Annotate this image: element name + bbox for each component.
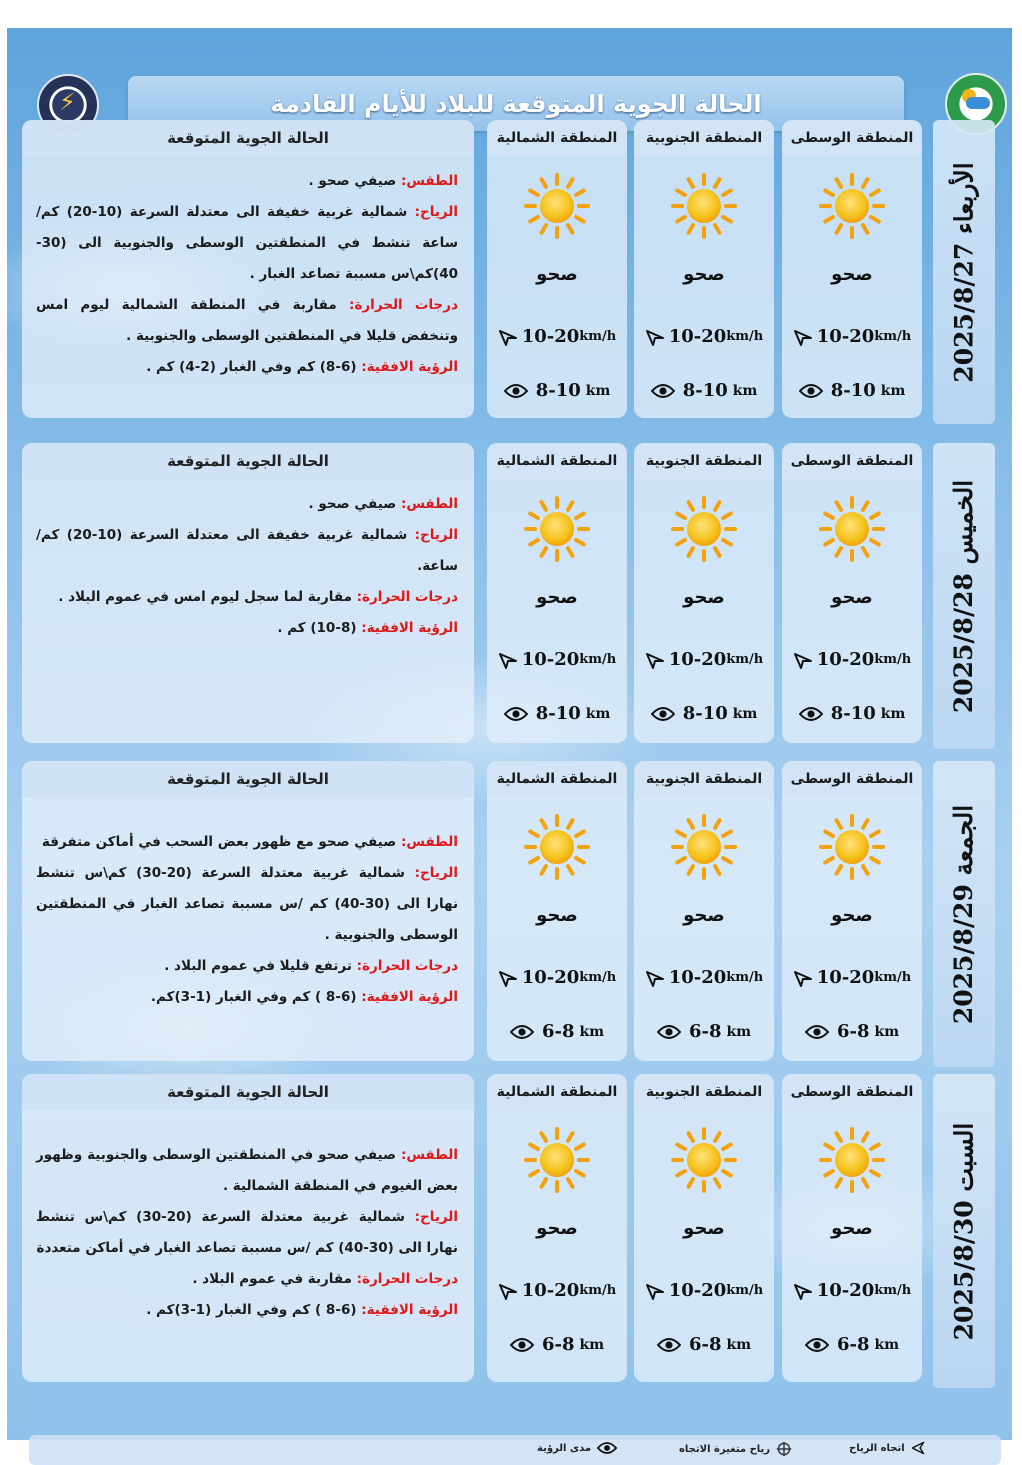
forecast-text-body: [36, 166, 458, 383]
visibility-row: [634, 1021, 774, 1042]
region-condition: صحو: [683, 587, 725, 608]
eye-icon: [510, 1337, 534, 1353]
visibility-unit: km: [579, 1023, 605, 1040]
forecast-line: [36, 982, 458, 1013]
wind-unit: km/h: [726, 1283, 764, 1298]
logo-cloud-icon: [966, 97, 990, 109]
wind-direction-arrow-icon: [498, 327, 518, 347]
wind-speed-row: [782, 326, 922, 347]
visibility-value: 6-8: [688, 1021, 722, 1042]
visibility-row: [782, 703, 922, 724]
region-name: المنطقة الوسطى: [782, 120, 922, 156]
visibility-value: 6-8: [836, 1334, 870, 1355]
eye-icon: [651, 706, 675, 722]
forecast-line-label: درجات الحرارة:: [356, 589, 458, 605]
wind-unit: km/h: [579, 329, 617, 344]
wind-speed-row: [487, 967, 627, 988]
sun-icon: [523, 495, 591, 563]
region-card: [782, 761, 922, 1061]
eye-icon: [597, 1441, 617, 1455]
day-label: الجمعة 2025/8/29: [949, 804, 979, 1024]
forecast-line-label: الرياح:: [414, 865, 458, 881]
sun-icon: [818, 172, 886, 240]
variable-wind-icon: [776, 1441, 792, 1457]
wind-speed: 10-20: [816, 649, 875, 670]
visibility-row: [782, 1334, 922, 1355]
region-card: [634, 120, 774, 418]
region-card: [634, 443, 774, 743]
wind-unit: km/h: [726, 652, 764, 667]
visibility-unit: km: [726, 1336, 752, 1353]
visibility-value: 6-8: [541, 1334, 575, 1355]
forecast-line: [36, 858, 458, 951]
day-label: الأربعاء 2025/8/27: [949, 161, 979, 383]
wind-direction-arrow-icon: [498, 1281, 518, 1301]
sun-icon: [818, 1126, 886, 1194]
wind-speed: 10-20: [521, 1280, 580, 1301]
forecast-line-text: مقاربة لما سجل ليوم امس في عموم البلاد .: [58, 589, 357, 605]
region-condition: صحو: [831, 264, 873, 285]
wind-speed: 10-20: [521, 326, 580, 347]
wind-speed: 10-20: [816, 1280, 875, 1301]
forecast-line: [36, 352, 458, 383]
visibility-unit: km: [579, 1336, 605, 1353]
sun-icon: [670, 172, 738, 240]
wind-speed: 10-20: [668, 326, 727, 347]
forecast-line-label: الطقس:: [400, 496, 458, 512]
wind-speed: 10-20: [816, 326, 875, 347]
region-condition: صحو: [536, 905, 578, 926]
forecast-description-panel: [22, 1074, 474, 1382]
wind-direction-arrow-icon: [645, 968, 665, 988]
wind-unit: km/h: [579, 1283, 617, 1298]
sun-icon: [670, 1126, 738, 1194]
forecast-line-label: الرؤية الافقية:: [361, 989, 458, 1005]
region-condition: صحو: [831, 905, 873, 926]
eye-icon: [657, 1337, 681, 1353]
wind-speed: 10-20: [521, 967, 580, 988]
visibility-value: 8-10: [830, 703, 876, 724]
visibility-row: [782, 380, 922, 401]
wind-speed-row: [782, 967, 922, 988]
region-name: المنطقة الجنوبية: [634, 443, 774, 479]
wind-unit: km/h: [874, 970, 912, 985]
forecast-line: [36, 613, 458, 644]
wind-speed-row: [487, 1280, 627, 1301]
region-card: [782, 443, 922, 743]
legend-variable-wind: [679, 1441, 792, 1457]
visibility-value: 8-10: [535, 703, 581, 724]
forecast-line: [36, 951, 458, 982]
forecast-line-label: الرؤية الافقية:: [361, 1302, 458, 1318]
wind-direction-arrow-icon: [911, 1441, 925, 1455]
forecast-line-label: الرؤية الافقية:: [361, 359, 458, 375]
visibility-unit: km: [726, 1023, 752, 1040]
region-name: المنطقة الجنوبية: [634, 120, 774, 156]
region-card: [487, 443, 627, 743]
forecast-description-panel: [22, 120, 474, 418]
forecast-text-body: [36, 1140, 458, 1326]
forecast-line-label: درجات الحرارة:: [356, 1271, 458, 1287]
region-name: المنطقة الوسطى: [782, 443, 922, 479]
forecast-line-text: شمالية غربية خفيفة الى معتدلة السرعة (10-20) كم/ساعة.: [36, 527, 458, 574]
legend-variable-wind-label: رياح متغيرة الاتجاه: [679, 1443, 771, 1455]
region-name: المنطقة الشمالية: [487, 1074, 627, 1110]
forecast-line: [36, 582, 458, 613]
region-card: [634, 761, 774, 1061]
legend-wind-direction-label: اتجاه الرياح: [849, 1442, 905, 1454]
sun-icon: [670, 813, 738, 881]
wind-direction-arrow-icon: [793, 968, 813, 988]
region-name: المنطقة الشمالية: [487, 761, 627, 797]
sun-icon: [523, 172, 591, 240]
visibility-unit: km: [880, 705, 906, 722]
wind-unit: km/h: [726, 329, 764, 344]
wind-speed: 10-20: [668, 649, 727, 670]
forecast-line-label: الطقس:: [400, 1147, 458, 1163]
forecast-line-text: مقاربة في عموم البلاد .: [192, 1271, 357, 1287]
forecast-line: [36, 197, 458, 290]
wind-direction-arrow-icon: [498, 650, 518, 670]
forecast-line-text: صيفي صحو .: [308, 173, 401, 189]
forecast-line-label: الطقس:: [400, 834, 458, 850]
visibility-unit: km: [585, 705, 611, 722]
wind-direction-arrow-icon: [793, 650, 813, 670]
forecast-line-text: (6-8) كم وفي الغبار (2-4) كم .: [146, 359, 362, 375]
visibility-row: [782, 1021, 922, 1042]
eye-icon: [651, 383, 675, 399]
panel-title: الحالة الجوية المتوقعة: [22, 443, 474, 479]
wind-direction-arrow-icon: [645, 650, 665, 670]
visibility-value: 6-8: [541, 1021, 575, 1042]
forecast-text-body: [36, 489, 458, 644]
region-name: المنطقة الجنوبية: [634, 1074, 774, 1110]
wind-speed-row: [487, 649, 627, 670]
forecast-line: [36, 290, 458, 352]
visibility-unit: km: [732, 705, 758, 722]
visibility-row: [487, 1334, 627, 1355]
region-card: [487, 761, 627, 1061]
region-condition: صحو: [683, 264, 725, 285]
region-condition: صحو: [831, 1218, 873, 1239]
eye-icon: [799, 383, 823, 399]
wind-unit: km/h: [874, 1283, 912, 1298]
wind-speed: 10-20: [521, 649, 580, 670]
eye-icon: [510, 1024, 534, 1040]
region-card: [782, 120, 922, 418]
forecast-line: [36, 520, 458, 582]
region-name: المنطقة الوسطى: [782, 1074, 922, 1110]
forecast-line-label: الرياح:: [414, 204, 458, 220]
visibility-unit: km: [732, 382, 758, 399]
panel-title: الحالة الجوية المتوقعة: [22, 1074, 474, 1110]
region-name: المنطقة الجنوبية: [634, 761, 774, 797]
forecast-line-label: الطقس:: [400, 173, 458, 189]
forecast-line-label: درجات الحرارة:: [356, 958, 458, 974]
sun-icon: [818, 495, 886, 563]
visibility-value: 6-8: [688, 1334, 722, 1355]
region-condition: صحو: [536, 1218, 578, 1239]
visibility-row: [634, 703, 774, 724]
forecast-line-text: مقاربة في المنطقة الشمالية ليوم امس وتنخفض قليلا في المنطقتين الوسطى والجنوبية .: [36, 297, 458, 344]
forecast-line-text: (6-8 ) كم وفي الغبار (1-3)كم .: [146, 1302, 362, 1318]
wind-speed-row: [782, 649, 922, 670]
sun-icon: [670, 495, 738, 563]
wind-direction-arrow-icon: [645, 327, 665, 347]
wind-speed-row: [634, 1280, 774, 1301]
forecast-line-text: شمالية غربية معتدلة السرعة (20-30) كم\س تنشط نهارا الى (30-40) كم /س مسببة تصاعد الغبار في أماكن متعددة: [36, 1209, 458, 1256]
region-condition: صحو: [683, 1218, 725, 1239]
forecast-text-body: [36, 827, 458, 1013]
visibility-row: [634, 380, 774, 401]
forecast-line: [36, 1295, 458, 1326]
region-name: المنطقة الوسطى: [782, 761, 922, 797]
wind-speed-row: [782, 1280, 922, 1301]
wind-unit: km/h: [579, 970, 617, 985]
region-condition: صحو: [683, 905, 725, 926]
forecast-poster: [7, 28, 1012, 1455]
panel-title: الحالة الجوية المتوقعة: [22, 120, 474, 156]
forecast-line: [36, 166, 458, 197]
day-label-tab: [933, 443, 995, 749]
visibility-row: [487, 703, 627, 724]
visibility-value: 6-8: [836, 1021, 870, 1042]
day-label: السبت 2025/8/30: [949, 1122, 979, 1340]
visibility-value: 8-10: [682, 380, 728, 401]
wind-unit: km/h: [874, 329, 912, 344]
forecast-line: [36, 1140, 458, 1202]
visibility-unit: km: [874, 1336, 900, 1353]
wind-speed-row: [634, 967, 774, 988]
wind-direction-arrow-icon: [645, 1281, 665, 1301]
day-label: الخميس 2025/8/28: [949, 479, 979, 713]
visibility-unit: km: [585, 382, 611, 399]
panel-title: الحالة الجوية المتوقعة: [22, 761, 474, 797]
visibility-unit: km: [880, 382, 906, 399]
wind-direction-arrow-icon: [793, 327, 813, 347]
wind-direction-arrow-icon: [498, 968, 518, 988]
wind-speed-row: [634, 649, 774, 670]
region-condition: صحو: [536, 587, 578, 608]
forecast-line-label: درجات الحرارة:: [349, 297, 458, 313]
region-name: المنطقة الشمالية: [487, 443, 627, 479]
wind-unit: km/h: [874, 652, 912, 667]
day-label-tab: [933, 120, 995, 424]
visibility-value: 8-10: [682, 703, 728, 724]
region-condition: صحو: [536, 264, 578, 285]
forecast-line-text: ترتفع قليلا في عموم البلاد .: [164, 958, 357, 974]
eye-icon: [657, 1024, 681, 1040]
forecast-line: [36, 489, 458, 520]
forecast-line-text: صيفي صحو .: [308, 496, 401, 512]
region-card: [487, 1074, 627, 1382]
wind-speed: 10-20: [668, 1280, 727, 1301]
forecast-description-panel: [22, 761, 474, 1061]
sun-icon: [818, 813, 886, 881]
eye-icon: [805, 1337, 829, 1353]
region-name: المنطقة الشمالية: [487, 120, 627, 156]
visibility-unit: km: [874, 1023, 900, 1040]
region-card: [782, 1074, 922, 1382]
forecast-line-label: الرؤية الافقية:: [361, 620, 458, 636]
eye-icon: [504, 706, 528, 722]
wind-speed-row: [634, 326, 774, 347]
forecast-line: [36, 1264, 458, 1295]
forecast-line-text: شمالية غربية خفيفة الى معتدلة السرعة (10-20) كم/ساعة تنشط في المنطقتين الوسطى والجنوبية الى (30-40)كم\س مسببة تصاعد الغبار .: [36, 204, 458, 282]
wind-speed-row: [487, 326, 627, 347]
region-condition: صحو: [831, 587, 873, 608]
sun-icon: [523, 1126, 591, 1194]
visibility-row: [487, 380, 627, 401]
region-card: [634, 1074, 774, 1382]
legend-visibility-label: مدى الرؤية: [537, 1442, 592, 1454]
eye-icon: [799, 706, 823, 722]
day-label-tab: [933, 761, 995, 1067]
forecast-line: [36, 1202, 458, 1264]
sun-icon: [523, 813, 591, 881]
wind-speed: 10-20: [668, 967, 727, 988]
forecast-line-text: شمالية غربية معتدلة السرعة (20-30) كم\س تنشط نهارا الى (30-40) كم /س مسببة تصاعد الغبار في المنطقتين الوسطى والجنوبية .: [36, 865, 459, 943]
wind-unit: km/h: [726, 970, 764, 985]
day-label-tab: [933, 1074, 995, 1388]
forecast-line-label: الرياح:: [414, 527, 458, 543]
region-card: [487, 120, 627, 418]
forecast-line: [36, 827, 458, 858]
wind-speed: 10-20: [816, 967, 875, 988]
visibility-value: 8-10: [830, 380, 876, 401]
wind-direction-arrow-icon: [793, 1281, 813, 1301]
legend-visibility: [537, 1441, 617, 1455]
forecast-line-label: الرياح:: [414, 1209, 458, 1225]
forecast-description-panel: [22, 443, 474, 743]
visibility-row: [634, 1334, 774, 1355]
wind-unit: km/h: [579, 652, 617, 667]
forecast-line-text: صيفي صحو في المنطقتين الوسطى والجنوبية وظهور بعض الغيوم في المنطقة الشمالية .: [36, 1147, 458, 1194]
visibility-value: 8-10: [535, 380, 581, 401]
forecast-line-text: صيفي صحو مع ظهور بعض السحب في أماكن متفرقة: [41, 834, 401, 850]
visibility-row: [487, 1021, 627, 1042]
legend-wind-direction: [849, 1441, 925, 1455]
lightning-icon: ⚡: [59, 88, 76, 116]
forecast-line-text: (6-8 ) كم وفي الغبار (1-3)كم.: [150, 989, 362, 1005]
eye-icon: [504, 383, 528, 399]
eye-icon: [805, 1024, 829, 1040]
page-title: الحالة الجوية المتوقعة للبلاد للأيام القادمة: [270, 89, 762, 118]
forecast-line-text: (8-10) كم .: [277, 620, 362, 636]
